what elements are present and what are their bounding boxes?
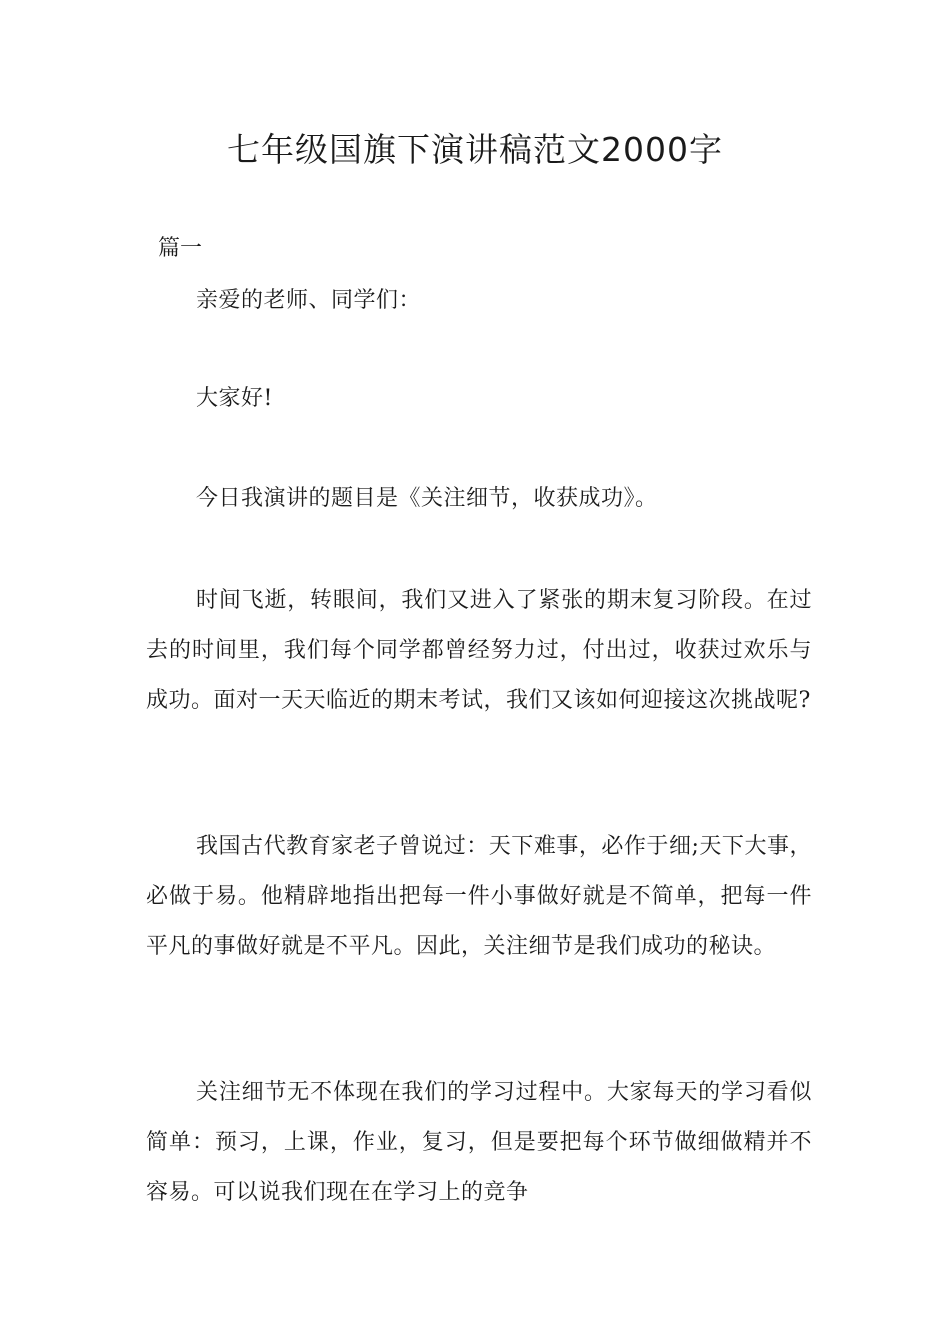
paragraph-topic: 今日我演讲的题目是《关注细节，收获成功》。 (196, 486, 658, 511)
paragraph-greeting: 亲爱的老师、同学们： (196, 288, 422, 313)
section-label: 篇一 (158, 236, 203, 261)
paragraph-body: 我国古代教育家老子曾说过：天下难事，必作于细;天下大事，必做于易。他精辟地指出把每一件小事做好就是不简单，把每一件平凡的事做好就是不平凡。因此，关注细节是我们成功的秘诀。 (146, 834, 812, 959)
document-title: 七年级国旗下演讲稿范文2000字 (227, 130, 723, 169)
paragraph-hello: 大家好! (196, 386, 273, 411)
paragraph-body: 关注细节无不体现在我们的学习过程中。大家每天的学习看似简单：预习，上课，作业，复习，但是要把每个环节做细做精并不容易。可以说我们现在在学习上的竞争 (146, 1080, 812, 1205)
paragraph-body: 时间飞逝，转眼间，我们又进入了紧张的期末复习阶段。在过去的时间里，我们每个同学都曾经努力过，付出过，收获过欢乐与成功。面对一天天临近的期末考试，我们又该如何迎接这次挑战呢? (146, 588, 812, 713)
